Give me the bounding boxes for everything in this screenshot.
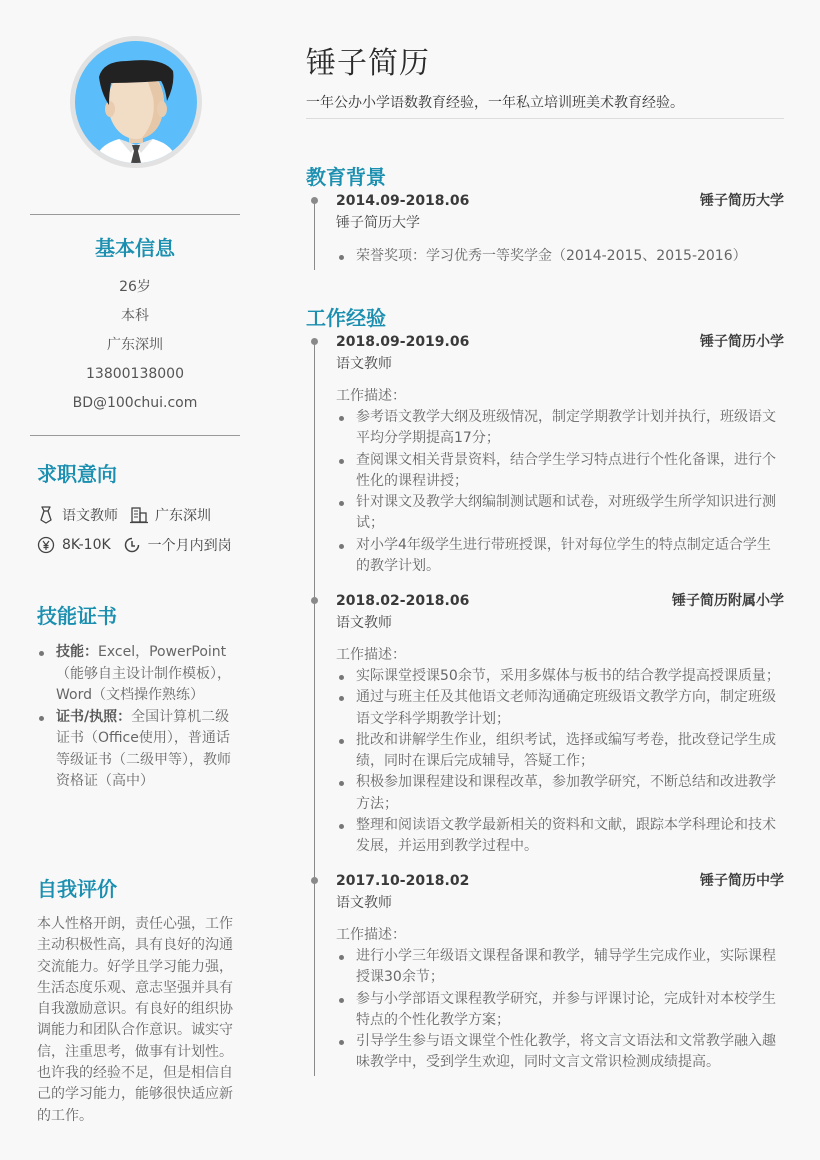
work-role: 语文教师 [336,615,392,631]
skills-title: 技能证书 [37,604,117,628]
job-position: 语文教师 [62,508,118,524]
skill-label: 证书/执照： [56,708,132,725]
building-icon [130,506,148,524]
work-desc-label: 工作描述： [336,647,406,663]
self-eval-title: 自我评价 [37,877,117,901]
work-bullet: 实际课堂授课50余节，采用多媒体与板书的结合教学提高授课质量； [336,666,784,687]
basic-info-list [0,276,270,421]
skills-list [37,642,237,793]
avatar [70,36,202,168]
job-intent-row-2 [37,535,244,555]
work-desc-label: 工作描述： [336,388,406,404]
work-company: 锤子简历附属小学 [672,593,784,609]
work-bullet: 查阅课文相关背景资料，结合学生学习特点进行个性化备课，进行个性化的课程讲授； [336,450,784,493]
work-role: 语文教师 [336,895,392,911]
skill-label: 技能： [56,644,98,660]
work-bullet: 积极参加课程建设和课程改革，参加教学研究，不断总结和改进教学方法； [336,772,784,815]
work-bullet: 针对课文及教学大纲编制测试题和试卷，对班级学生所学知识进行测试； [336,492,784,535]
job-intent-title: 求职意向 [37,462,117,486]
work-timeline [314,339,315,1076]
work-bullet: 进行小学三年级语文课程备课和教学，辅导学生完成作业，实际课程授课30余节； [336,946,784,989]
job-salary: 8K-10K [62,537,111,553]
work-bullet: 对小学4年级学生进行带班授课，针对每位学生的特点制定适合学生的教学计划。 [336,535,784,578]
skill-text: 全国计算机二级证书（Office使用），普通话等级证书（二级甲等），教师资格证（高中） [56,708,231,789]
work-bullet: 整理和阅读语文教学最新相关的资料和文献，跟踪本学科理论和技术发展，并运用到教学过程中。 [336,815,784,858]
email: BD@100chui.com [72,395,198,411]
work-bullet: 引导学生参与语文课堂个性化教学，将文言文语法和文常教学融入趣味教学中，受到学生欢迎，同时文言文常识检测成绩提高。 [336,1031,784,1074]
education-subtitle: 锤子简历大学 [336,215,420,231]
job-intent-row-1 [37,505,223,525]
skill-text: Excel，PowerPoint（能够自主设计制作模板），Word（文档操作熟练） [56,644,231,703]
skill-item [37,707,237,793]
work-bullet: 批改和讲解学生作业，组织考试，选择或编写考卷，批改登记学生成绩，同时在课后完成辅导，答疑工作； [336,730,784,773]
work-role: 语文教师 [336,356,392,372]
male-avatar-icon [75,41,197,163]
self-eval-text: 本人性格开朗，责任心强，工作主动积极性高，具有良好的沟通交流能力。好学且学习能力强，生活态度乐观、意志坚强并具有自我激励意识。有良好的组织协调能力和团队合作意识。诚实守信，注重思考，做事有计划性。也许我的经验不足，但是相信自己的学习能力，能够很快适应新的工作。 [37,916,233,1124]
sidebar [0,0,270,1160]
education-entry [336,191,784,267]
work-title: 工作经验 [306,306,386,330]
timeline-dot [311,877,318,884]
work-period: 2017.10-2018.02 [336,873,470,889]
education-period: 2014.09-2018.06 [336,193,470,209]
work-period: 2018.09-2019.06 [336,334,470,350]
work-entry [336,871,784,1074]
divider [30,214,240,215]
work-bullet: 参与小学部语文课程教学研究，并参与评课讨论，完成针对本校学生特点的个性化教学方案； [336,989,784,1032]
phone: 13800138000 [86,366,184,382]
work-company: 锤子简历中学 [700,873,784,889]
education-timeline [314,198,315,270]
work-bullet: 参考语文教学大纲及班级情况，制定学期教学计划并执行，班级语文平均分学期提高17分； [336,407,784,450]
education-level: 本科 [121,308,149,324]
resume-summary: 一年公办小学语数教育经验，一年私立培训班美术教育经验。 [306,92,784,119]
education-title: 教育背景 [306,165,386,189]
resume-name: 锤子简历 [306,46,430,81]
age: 26岁 [119,279,151,295]
timeline-dot [311,338,318,345]
work-desc-label: 工作描述： [336,927,406,943]
work-entry [336,332,784,577]
divider [30,435,240,436]
work-bullet: 通过与班主任及其他语文老师沟通确定班级语文教学方向，制定班级语文学科学期教学计划； [336,687,784,730]
basic-info-title: 基本信息 [95,236,175,260]
timeline-dot [311,197,318,204]
tie-icon [37,506,55,524]
location: 广东深圳 [107,337,163,353]
work-company: 锤子简历小学 [700,334,784,350]
education-school: 锤子简历大学 [700,193,784,209]
education-bullet: 荣誉奖项：学习优秀一等奖学金（2014-2015、2015-2016） [336,246,784,267]
yen-icon [37,536,55,554]
work-period: 2018.02-2018.06 [336,593,470,609]
work-entry [336,591,784,858]
timeline-dot [311,597,318,604]
skill-item [37,642,237,707]
clock-icon [123,536,141,554]
job-availability: 一个月内到岗 [147,538,232,554]
job-city: 广东深圳 [155,508,211,524]
